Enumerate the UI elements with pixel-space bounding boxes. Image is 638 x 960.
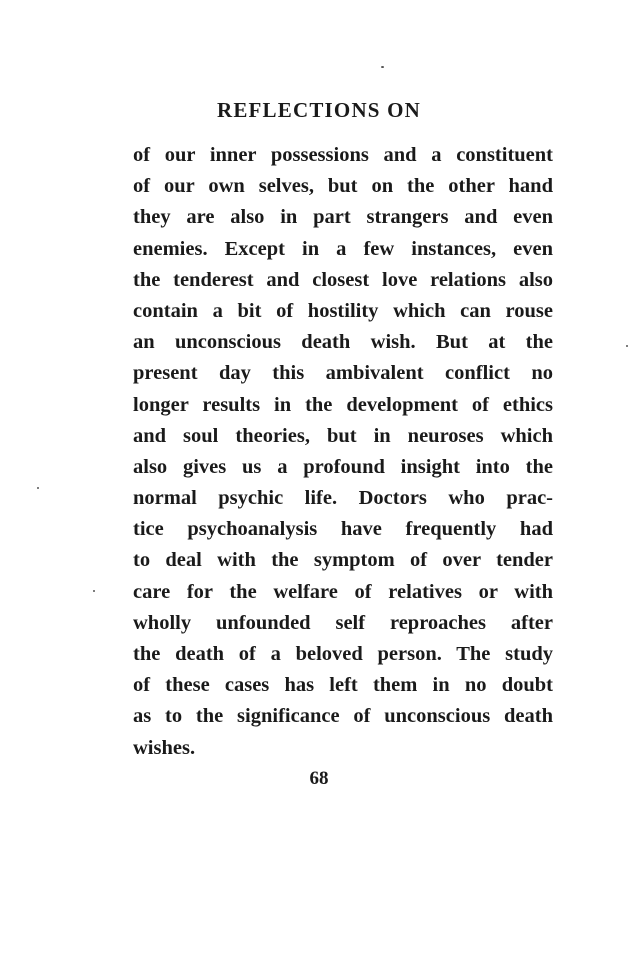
text-line: present day this ambivalent conflict no [133,362,553,385]
text-line: also gives us a profound insight into the [133,455,553,478]
text-line: wishes. [133,736,196,759]
text-line: the death of a beloved person. The study [133,643,553,665]
text-line: as to the significance of unconscious death [133,705,553,728]
print-speck [37,487,39,489]
text-line: and soul theories, but in neuroses which [133,424,553,447]
body-text [133,140,553,764]
text-line: of our own selves, but on the other hand [133,175,553,198]
print-speck [381,66,384,68]
text-line: of these cases has left them in no doubt [133,674,553,697]
print-speck [626,345,628,347]
running-head: REFLECTIONS ON [216,98,422,122]
text-line: normal psychic life. Doctors who prac- [133,487,553,510]
text-line: to deal with the symptom of over tender [133,549,553,572]
text-line: of our inner possessions and a constituent [133,144,553,166]
text-line: tice psychoanalysis have frequently had [133,518,553,541]
text-line: longer results in the development of ethics [133,393,553,416]
text-line: an unconscious death wish. But at the [133,331,553,354]
page-number: 68 [309,768,329,789]
print-speck [93,590,95,592]
text-line: care for the welfare of relatives or with [133,580,553,603]
text-line: enemies. Except in a few instances, even [133,237,553,260]
text-line: they are also in part strangers and even [133,206,553,229]
text-line: contain a bit of hostility which can rouse [133,299,553,322]
text-line: wholly unfounded self reproaches after [133,611,553,634]
text-line: the tenderest and closest love relations also [133,268,553,291]
